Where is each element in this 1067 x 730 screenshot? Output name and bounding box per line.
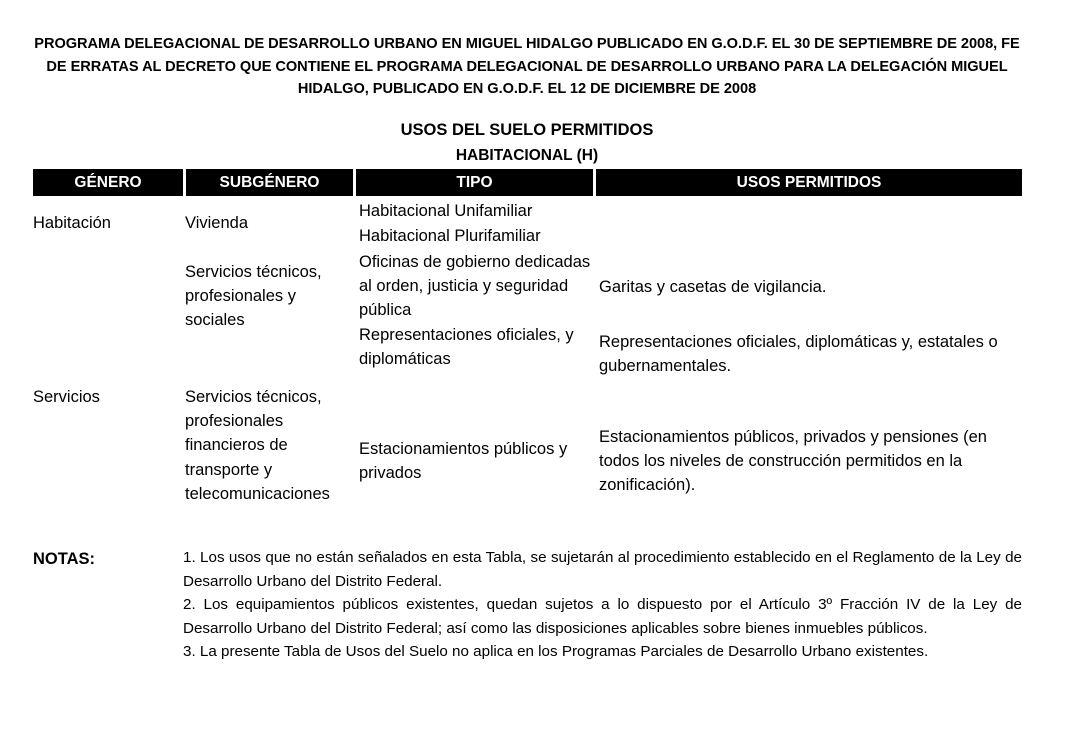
subtitle-habitacional: HABITACIONAL (H) <box>455 147 599 164</box>
nota-item-2: 2. Los equipamientos públicos existentes, quedan sujetos a lo dispuesto por el Artículo 3º Fracción IV de la Ley de Desarrollo Urbano del Distrito Federal; así como las disposiciones aplicables sobre bienes inmuebles públicos. <box>183 596 1022 637</box>
cell-tipo-habitacional-unifamiliar: Habitacional Unifamiliar <box>359 202 533 220</box>
nota-item-1: 1. Los usos que no están señalados en esta Tabla, se sujetarán al procedimiento establecido en el Reglamento de la Ley de Desarrollo Urbano del Distrito Federal. <box>183 549 1022 590</box>
cell-tipo-oficinas-gobierno: Oficinas de gobierno dedicadas al orden, justicia y seguridad pública <box>359 253 591 320</box>
cell-tipo-estacionamientos: Estacionamientos públicos y privados <box>359 440 568 483</box>
cell-tipo-representaciones-oficiales: Representaciones oficiales, y diplomáticas <box>359 326 574 369</box>
notas-label: NOTAS: <box>33 550 96 568</box>
cell-usos-representaciones: Representaciones oficiales, diplomáticas y, estatales o gubernamentales. <box>599 333 998 376</box>
column-header-genero: GÉNERO <box>33 169 183 196</box>
cell-tipo-habitacional-plurifamiliar: Habitacional Plurifamiliar <box>359 227 541 245</box>
notas-body <box>183 546 1022 664</box>
cell-subgenero-vivienda: Vivienda <box>185 214 248 232</box>
cell-usos-estacionamientos: Estacionamientos públicos, privados y pensiones (en todos los niveles de construcción permitidos en la zonificación). <box>599 428 987 495</box>
column-header-subgenero: SUBGÉNERO <box>186 169 353 196</box>
subtitle-usos-del-suelo: USOS DEL SUELO PERMITIDOS <box>400 121 654 139</box>
cell-subgenero-servicios-tecnicos-sociales: Servicios técnicos, profesionales y sociales <box>185 263 322 330</box>
nota-item-3: 3. La presente Tabla de Usos del Suelo no aplica en los Programas Parciales de Desarrollo Urbano existentes. <box>183 643 929 660</box>
column-header-usos-permitidos: USOS PERMITIDOS <box>596 169 1022 196</box>
table-header-row <box>33 169 1022 196</box>
cell-genero-habitacion: Habitación <box>33 214 111 232</box>
cell-subgenero-servicios-tecnicos-transporte: Servicios técnicos, profesionales financieros de transporte y telecomunicaciones <box>185 388 330 503</box>
cell-genero-servicios: Servicios <box>33 388 100 406</box>
column-header-tipo: TIPO <box>356 169 593 196</box>
cell-usos-garitas: Garitas y casetas de vigilancia. <box>599 278 827 296</box>
document-title: PROGRAMA DELEGACIONAL DE DESARROLLO URBANO EN MIGUEL HIDALGO PUBLICADO EN G.O.D.F. EL 30 DE SEPTIEMBRE DE 2008, FE DE ERRATAS AL DECRETO QUE CONTIENE EL PROGRAMA DELEGACIONAL DE DESARROLLO URBANO PARA LA DELEGACIÓN MIGUEL HIDALGO, PUBLICADO EN G.O.D.F. EL 12 DE DICIEMBRE DE 2008 <box>34 36 1020 97</box>
